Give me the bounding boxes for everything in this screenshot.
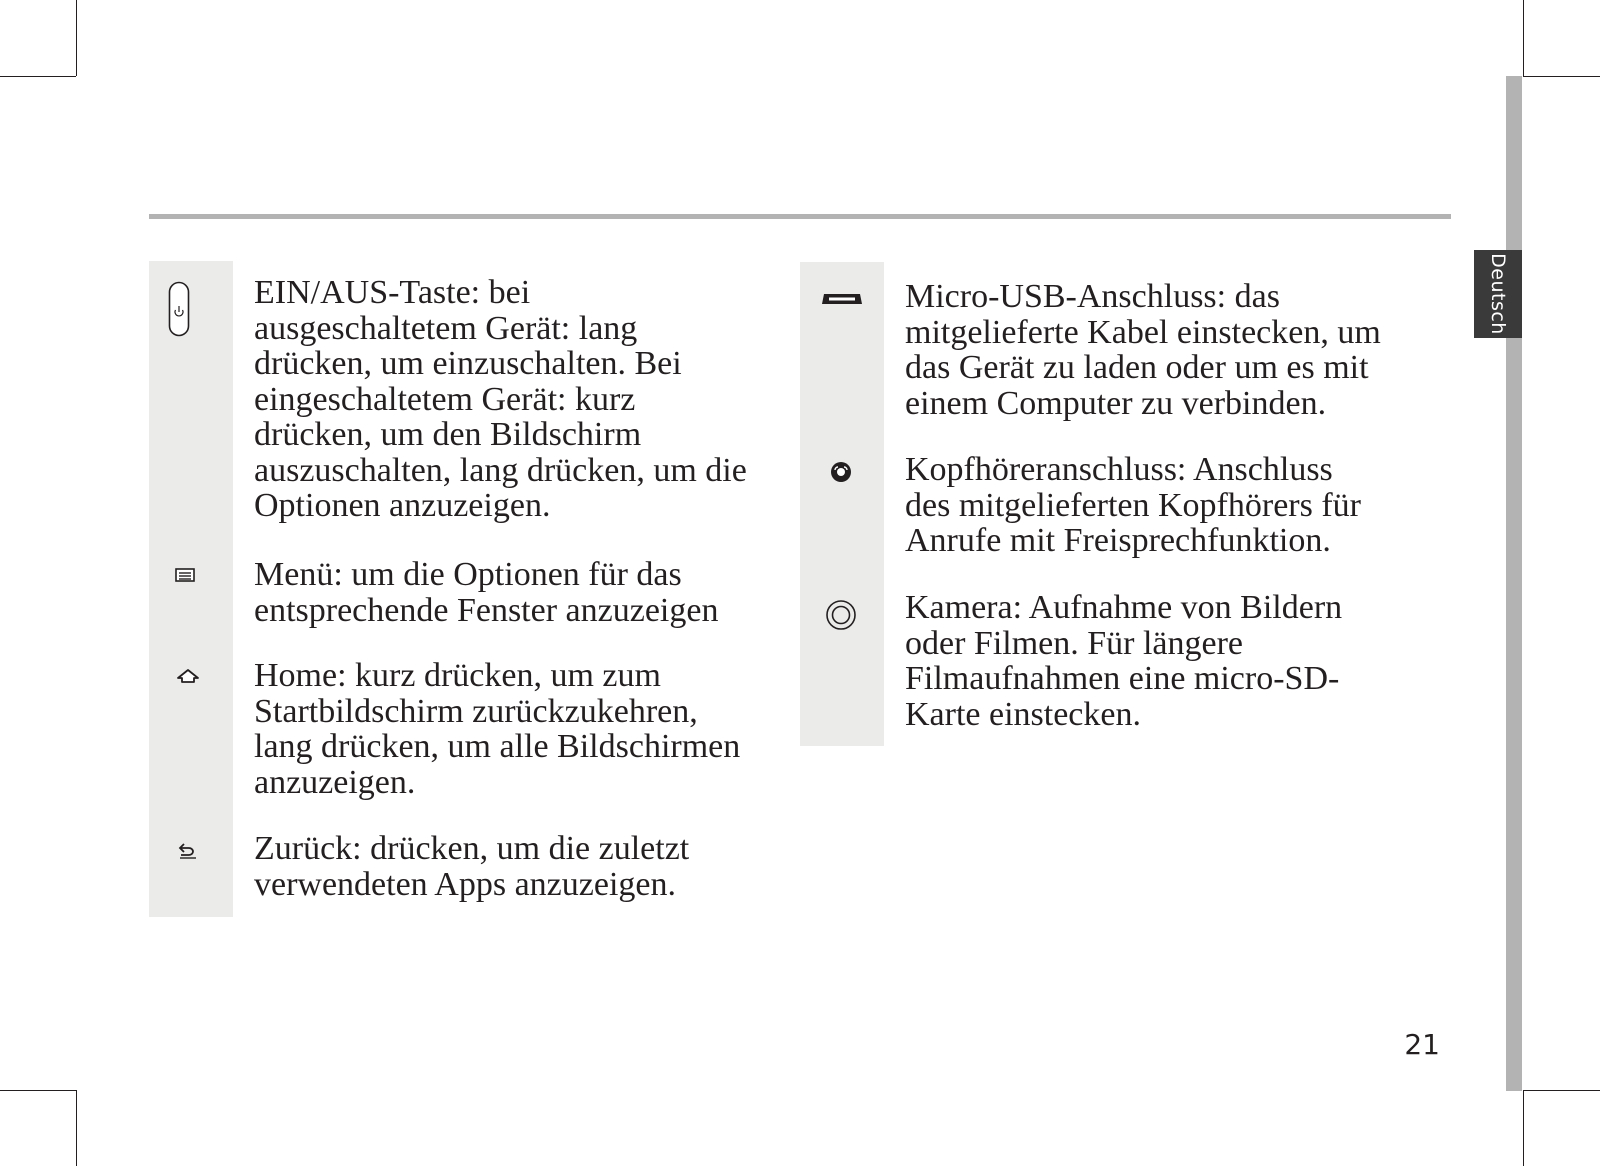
camera-description: Kamera: Aufnahme von Bildern oder Filmen. Für längere Filmaufnahmen eine micro-SD- Karte einstecken. xyxy=(905,589,1343,733)
crop-mark xyxy=(0,76,76,77)
power-button-icon xyxy=(166,281,192,337)
micro-usb-description: Micro-USB-Anschluss: das mitgelieferte Kabel einstecken, um das Gerät zu laden oder um es mit einem Computer zu verbinden. xyxy=(905,278,1381,422)
language-tab xyxy=(1474,250,1522,338)
power-button-description: EIN/AUS-Taste: bei ausgeschaltetem Gerät: lang drücken, um einzuschalten. Bei eingeschaltetem Gerät: kurz drücken, um den Bildschirm auszuschalten, lang drücken, um die Optionen anzuzeigen. xyxy=(254,274,747,524)
menu-icon xyxy=(174,567,196,583)
crop-mark xyxy=(1523,1090,1600,1091)
headphone-jack-icon xyxy=(829,460,853,484)
crop-mark xyxy=(1523,76,1600,77)
camera-icon xyxy=(824,598,858,632)
back-description: Zurück: drücken, um die zuletzt verwendeten Apps anzuzeigen. xyxy=(254,830,690,903)
side-bar xyxy=(1506,76,1522,1091)
crop-mark xyxy=(76,1090,77,1166)
headphone-jack-description: Kopfhöreranschluss: Anschluss des mitgelieferten Kopfhörers für Anrufe mit Freisprechfunktion. xyxy=(905,451,1361,559)
back-icon xyxy=(176,841,200,861)
header-rule xyxy=(149,214,1451,219)
home-description: Home: kurz drücken, um zum Startbildschirm zurückzukehren, lang drücken, um alle Bildschirmen anzuzeigen. xyxy=(254,657,741,801)
crop-mark xyxy=(76,0,77,76)
crop-mark xyxy=(1523,1090,1524,1166)
language-tab-label: Deutsch xyxy=(1487,253,1510,335)
micro-usb-icon xyxy=(818,292,866,306)
menu-description: Menü: um die Optionen für das entsprechende Fenster anzuzeigen xyxy=(254,556,719,629)
right-icon-column xyxy=(800,262,884,746)
page-number: 21 xyxy=(1404,1028,1440,1061)
home-icon xyxy=(175,666,201,686)
crop-mark xyxy=(1523,0,1524,76)
left-icon-column xyxy=(149,261,233,917)
crop-mark xyxy=(0,1090,76,1091)
